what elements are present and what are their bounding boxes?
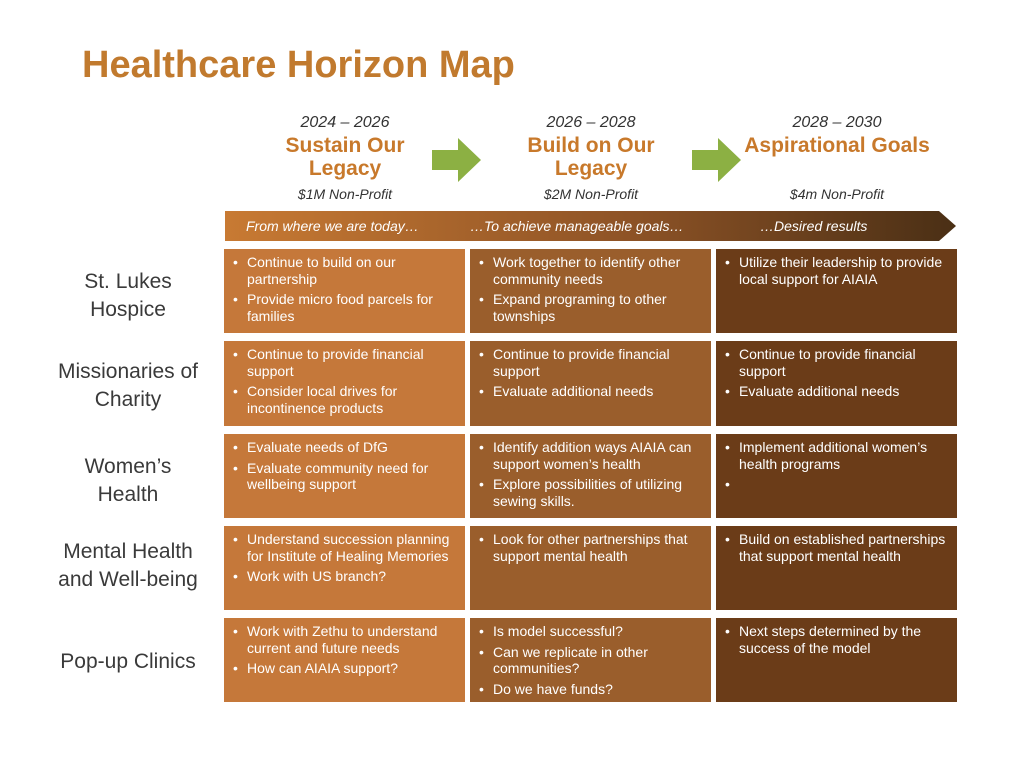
phase-header-2 (496, 112, 686, 202)
bullet-item: • Continue to provide financial support (233, 346, 424, 379)
row-label-popup-clinics: Pop-up Clinics (60, 650, 196, 673)
bullet-item: • Continue to provide financial support (479, 346, 670, 379)
banner-label-results: …Desired results (760, 218, 868, 234)
bullet-item: • Look for other partnerships that support mental health (479, 531, 688, 564)
phase-years: 2024 – 2026 (300, 114, 390, 131)
bullet-item: • Evaluate additional needs (725, 383, 900, 399)
bullet-item: • Implement additional women’s health programs (725, 439, 928, 472)
row-label-st-lukes: St. Lukes Hospice (84, 270, 172, 321)
right-arrow-icon (692, 138, 742, 182)
matrix-cell (716, 526, 957, 610)
bullet-item: • Evaluate needs of DfG (233, 439, 388, 455)
phase-years: 2026 – 2028 (546, 114, 636, 131)
phase-header-3 (742, 112, 932, 202)
bullet-item: • Continue to build on our partnership (233, 254, 396, 287)
bullet-item: • Work with US branch? (233, 568, 387, 584)
phase-years: 2028 – 2030 (792, 114, 882, 131)
bullet-item: • (725, 476, 730, 492)
bullet-item: • Work together to identify other community needs (479, 254, 681, 287)
phase-header-1 (250, 112, 440, 202)
bullet-item: • Expand programing to other townships (479, 291, 667, 324)
bullet-item: • Do we have funds? (479, 680, 613, 697)
phase-name: Aspirational Goals (744, 134, 930, 157)
row-label-womens-health: Women’s Health (84, 455, 172, 506)
matrix-cell (470, 249, 711, 333)
phase-name: Sustain Our Legacy (285, 134, 405, 180)
page-title: Healthcare Horizon Map (82, 44, 515, 86)
bullet-item: • How can AIAIA support? (233, 660, 398, 676)
bullet-item: • Next steps determined by the success of the model (725, 623, 922, 656)
matrix-cell (716, 249, 957, 333)
bullet-item: • Build on established partnerships that support mental health (725, 531, 946, 564)
bullet-item: • Identify addition ways AIAIA can support women’s health (479, 439, 692, 472)
matrix-cell (224, 526, 465, 610)
bullet-item: • Provide micro food parcels for families (233, 291, 433, 324)
phase-budget: $1M Non-Profit (297, 186, 393, 202)
row-label-mental-health: Mental Health and Well-being (58, 540, 198, 591)
banner-label-today: From where we are today… (246, 218, 419, 234)
right-arrow-icon (432, 138, 482, 182)
bullet-item: • Utilize their leadership to provide local support for AIAIA (725, 254, 943, 287)
phase-name: Build on Our Legacy (527, 134, 655, 180)
matrix-cell (470, 434, 711, 518)
matrix-cell (224, 618, 465, 702)
bullet-item: • Understand succession planning for Institute of Healing Memories (233, 531, 450, 564)
bullet-item: • Explore possibilities of utilizing sewing skills. (479, 476, 683, 509)
row-label-missionaries: Missionaries of Charity (57, 360, 199, 411)
bullet-item: • Evaluate additional needs (479, 383, 654, 399)
matrix-cell (224, 341, 465, 426)
bullet-item: • Evaluate community need for wellbeing support (233, 459, 429, 492)
matrix-cell (224, 249, 465, 333)
matrix-cell (716, 434, 957, 518)
bullet-item: • Continue to provide financial support (725, 346, 916, 379)
matrix-cell (470, 526, 711, 610)
phase-budget: $4m Non-Profit (789, 186, 885, 202)
banner-label-goals: …To achieve manageable goals… (470, 218, 684, 234)
matrix-cell (716, 341, 957, 426)
bullet-item: • Work with Zethu to understand current and future needs (233, 623, 438, 656)
matrix-cell (716, 618, 957, 702)
bullet-item: • Consider local drives for incontinence products (233, 383, 398, 416)
bullet-item: • Is model successful? (479, 623, 623, 639)
matrix-cell (470, 341, 711, 426)
bullet-item: • Can we replicate in other communities? (479, 643, 648, 676)
matrix-cell (224, 434, 465, 518)
phase-budget: $2M Non-Profit (543, 186, 639, 202)
matrix-cell (470, 618, 711, 702)
